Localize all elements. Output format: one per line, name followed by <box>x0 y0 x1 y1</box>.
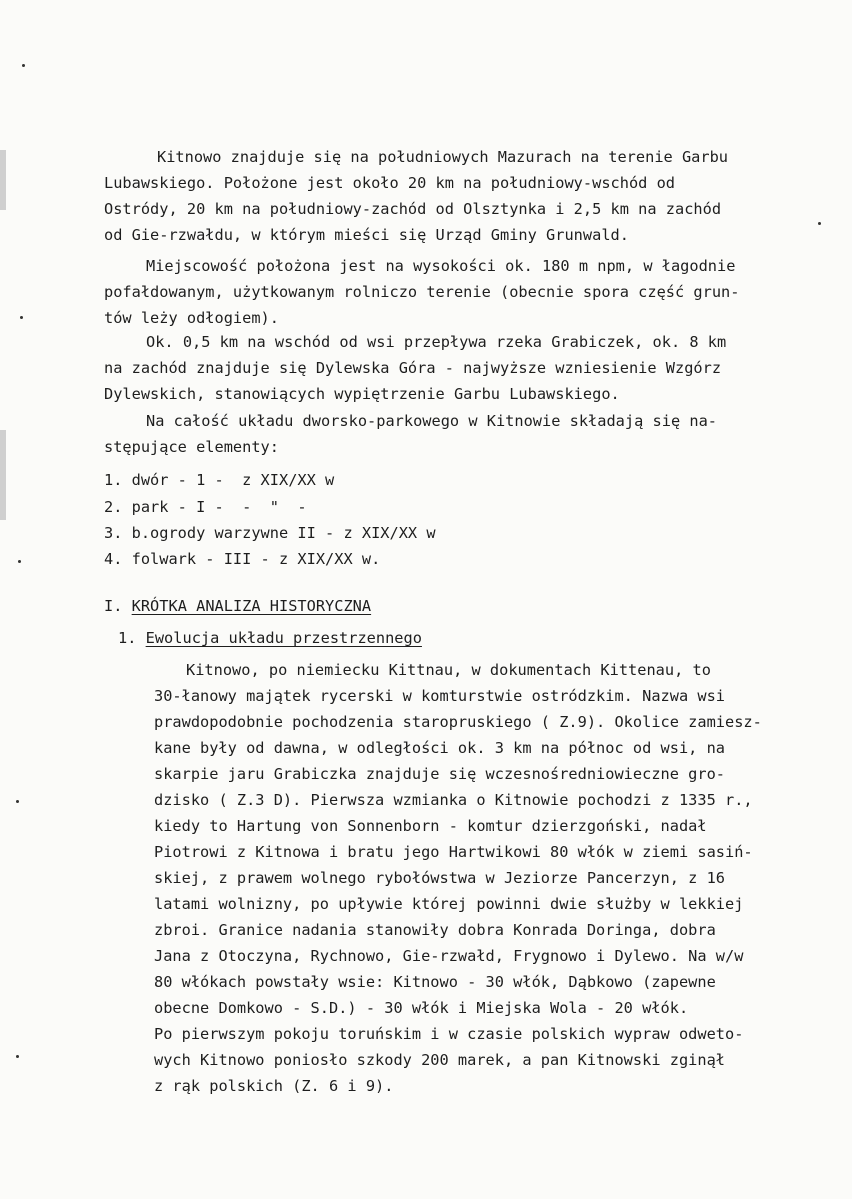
text-line: 30-łanowy majątek rycerski w komturstwie ostródzkim. Nazwa wsi <box>154 687 725 705</box>
list-item: 4. folwark - III - z XIX/XX w. <box>104 550 381 568</box>
text-line: kiedy to Hartung von Sonnenborn - komtur dzierzgoński, nadał <box>154 817 707 835</box>
list-item: 3. b.ogrody warzywne II - z XIX/XX w <box>104 524 436 542</box>
text-line: Dylewskich, stanowiących wypiętrzenie Garbu Lubawskiego. <box>104 385 620 403</box>
section-number: I. <box>104 597 132 615</box>
text-line: Na całość układu dworsko-parkowego w Kitnowie składają się na- <box>146 412 717 430</box>
text-line: dzisko ( Z.3 D). Pierwsza wzmianka o Kitnowie pochodzi z 1335 r., <box>154 791 753 809</box>
subsection-title: Ewolucja układu przestrzennego <box>145 629 422 647</box>
section-heading <box>104 596 371 616</box>
text-line: Kitnowo znajduje się na południowych Mazurach na terenie Garbu <box>157 148 728 166</box>
text-line: Lubawskiego. Położone jest około 20 km na południowy-wschód od <box>104 174 675 192</box>
text-line: Jana z Otoczyna, Rychnowo, Gie-rzwałd, Frygnowo i Dylewo. Na w/w <box>154 947 744 965</box>
subsection-number: 1. <box>118 629 146 647</box>
text-line: wych Kitnowo poniosło szkody 200 marek, a pan Kitnowski zginął <box>154 1051 725 1069</box>
text-line: Po pierwszym pokoju toruńskim i w czasie polskich wypraw odweto- <box>154 1025 744 1043</box>
text-line: z rąk polskich (Z. 6 i 9). <box>154 1077 394 1095</box>
text-line: od Gie-rzwałdu, w którym mieści się Urząd Gminy Grunwald. <box>104 226 629 244</box>
text-line: stępujące elementy: <box>104 438 279 456</box>
list-item: 2. park - I - - " - <box>104 498 307 516</box>
text-line: prawdopodobnie pochodzenia staropruskiego ( Z.9). Okolice zamiesz- <box>154 713 762 731</box>
text-line: skiej, z prawem wolnego rybołówstwa w Jeziorze Pancerzyn, z 16 <box>154 869 725 887</box>
text-line: latami wolnizny, po upływie której powinni dwie służby w lekkiej <box>154 895 744 913</box>
text-line: tów leży odłogiem). <box>104 309 279 327</box>
text-line: 80 włókach powstały wsie: Kitnowo - 30 włók, Dąbkowo (zapewne <box>154 973 716 991</box>
text-line: zbroi. Granice nadania stanowiły dobra Konrada Doringa, dobra <box>154 921 716 939</box>
text-line: kane były od dawna, w odległości ok. 3 km na północ od wsi, na <box>154 739 725 757</box>
text-line: Miejscowość położona jest na wysokości ok. 180 m npm, w łagodnie <box>146 257 736 275</box>
text-line: na zachód znajduje się Dylewska Góra - najwyższe wzniesienie Wzgórz <box>104 359 722 377</box>
subsection-heading <box>118 628 422 648</box>
list-item: 1. dwór - 1 - z XIX/XX w <box>104 471 335 489</box>
text-line: Ok. 0,5 km na wschód od wsi przepływa rzeka Grabiczek, ok. 8 km <box>146 333 727 351</box>
section-title: KRÓTKA ANALIZA HISTORYCZNA <box>131 597 372 615</box>
text-line: Kitnowo, po niemiecku Kittnau, w dokumentach Kittenau, to <box>186 661 711 679</box>
text-line: Piotrowi z Kitnowa i bratu jego Hartwikowi 80 włók w ziemi sasiń- <box>154 843 753 861</box>
text-line: obecne Domkowo - S.D.) - 30 włók i Miejska Wola - 20 włók. <box>154 999 689 1017</box>
text-line: Ostródy, 20 km na południowy-zachód od Olsztynka i 2,5 km na zachód <box>104 200 722 218</box>
text-line: pofałdowanym, użytkowanym rolniczo terenie (obecnie spora część grun- <box>104 283 740 301</box>
text-line: skarpie jaru Grabiczka znajduje się wczesnośredniowieczne gro- <box>154 765 725 783</box>
